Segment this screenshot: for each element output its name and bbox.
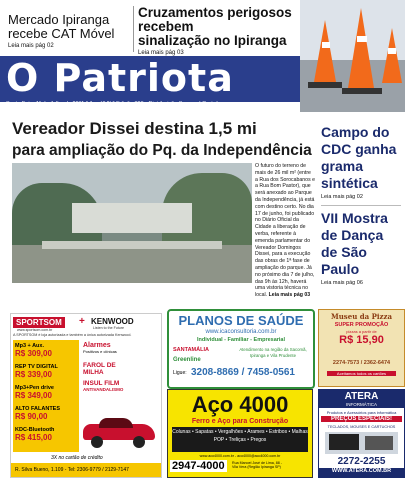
atera-line1: Produtos e Acessórios para informática [326,410,397,415]
planos-site: www.icaconsultoria.com.br [205,329,277,335]
traffic-cones-photo [300,0,405,112]
greenline-logo: Greenline [173,357,201,363]
main-story-photo [12,163,252,283]
kenwood-logo: KENWOOD [91,317,134,326]
planos-saude-ad[interactable] [167,309,315,389]
aco-phone: 2947-4000 [172,460,225,472]
museu-pizza-ad[interactable] [318,309,405,387]
planos-call: Ligue: [173,370,187,376]
aco-subtitle: Ferro e Aço para Construção [191,418,289,425]
sportsom-ad[interactable] [10,313,162,478]
teaser-left-title-1: Mercado Ipiranga [8,12,110,27]
teaser-right-title-2: sinalização no Ipiranga [138,33,287,48]
sportsom-intro: A SPORTSOM é loja autorizada e também a única autorizada Kenwood. [13,333,132,337]
main-story-body [255,163,315,299]
side-divider [321,205,401,206]
service-insulfilm: INSUL FILM [83,380,120,387]
service-farol: FAROL DE MILHA [83,362,116,376]
sportsom-site: www.sportsom.com.br [17,328,53,332]
services-list [83,342,143,392]
pizza-promo-sub: pizzas a partir de [346,329,377,334]
product-item: ALTO FALANTES R$ 90,00 [15,406,61,421]
main-headline-line-2: para ampliação do Pq. da Independência [12,142,312,159]
pizza-card: Aceitamos todos os cartões [327,371,396,376]
planos-title: PLANOS DE SAÚDE [178,313,304,328]
sportsom-logo: SPORTSOM [13,317,65,328]
planos-tagline: Atendimento na região da Sacomã, Ipiranga e Vila Prudente [239,347,307,358]
atera-line3: TECLADOS, MOUSES E CARTUCHOS [327,425,396,429]
teaser-right-page: Leia mais pág 03 [138,50,184,56]
service-sub: Positivos e clínicas [83,349,117,354]
teaser-divider [133,6,134,52]
santamalia-logo: SANTAMÁLIA [173,347,209,353]
side-story-1[interactable] [321,124,401,200]
pizza-price: R$ 15,90 [339,334,384,346]
service-alarmes: Alarmes [83,342,111,349]
address-text: R. Silva Bueno, 1.109 - Tel: 2306-9779 / 2129-7147 [15,467,129,473]
side-story-2-title: VII Mostra de Dança de São Paulo [321,210,388,277]
teaser-right-title-1: Cruzamentos perigosos recebem [138,5,292,34]
pizza-promo: SUPER PROMOÇÃO [334,322,389,328]
pizza-phones: 2274-7573 / 2362-6474 [332,360,391,366]
main-story-text: O futuro do terreno de mais de 26 mil m² (entre a Rua dos Sorocabanos e a Rua Bom Pastor), que será anexado ao Parque da Independência, já está com destino certo. No dia 17 de junho, foi publicado no Diário Oficial da Cidade a liberação de verba, referente à emenda parlamentar do Vereador Domingos Dissei, para a execução das obras de 1ª fase de ampliação do parque. Já no próximo dia 7 de julho, das 9h às 12h, haverá uma vistoria técnica no local. [255,163,315,299]
side-story-1-page: Leia mais pág 02 [321,194,363,200]
side-story-1-title: Campo do CDC ganha grama sintética [321,124,397,191]
aco-title: Aço 4000 [191,392,289,417]
aco-site: www.aco4000.com.br - aco4000@aco4000.com.br [199,454,281,458]
atera-site: WWW.ATERA.COM.BR [319,468,404,477]
atera-ad[interactable] [318,389,405,478]
planos-phones: 3208-8869 / 7458-0561 [191,367,295,378]
planos-subtitle: Individual - Familiar - Empresarial [196,337,286,343]
teaser-left-page: Leia mais pág 02 [8,43,54,49]
atera-name: ATERA [344,391,379,402]
aco-address: Rua Manoel José de Lima, 88 - Vila Vera (Região Ipiranga SP) [232,461,282,469]
plus-sign: + [79,316,85,327]
atera-subtitle: INFORMÁTICA [346,402,377,407]
side-story-2-page: Leia mais pág 06 [321,280,363,286]
computer-image [325,432,398,454]
masthead-title: O Patriota [6,56,234,100]
atera-line2: PREÇOS ESPECIAIS! [321,416,402,422]
red-car-image [79,414,159,448]
aco-products: Colunas • Sapatas • Vergalhões • Arames • Estribos • Malhas POP • Treliças • Pregos [172,427,308,452]
product-item: KDC-Bluetooth R$ 415,00 [15,427,55,442]
main-headline[interactable] [12,118,314,162]
address-bar [11,463,161,477]
product-item: Mp3 + Aux. R$ 309,00 [15,343,52,358]
product-list [15,343,77,448]
teaser-left[interactable] [8,13,136,49]
product-item: REP TV DIGITAL R$ 339,00 [15,364,58,379]
product-item: Mp3+Pen drive R$ 349,00 [15,385,54,400]
atera-phone: 2272-2255 [337,456,386,467]
pizza-title: Museu da Pizza [330,312,393,321]
credit-text: 3X no cartão de crédito [51,455,103,461]
kenwood-tag: Listen to the Future [93,326,124,330]
teaser-left-title-2: recebe CAT Móvel [8,26,115,41]
aco-4000-ad[interactable] [167,389,313,478]
side-story-2[interactable] [321,210,401,286]
masthead-info: Sexta-Feira 1º de Julho de 2011 * Ano XVII * Edição 806 - Distribuição Semanal Gratuita [6,101,222,107]
main-story-read-more[interactable]: Leia mais pág 03 [268,292,311,299]
teaser-right[interactable] [138,6,308,56]
service-antivandalismo: ANTIVANDALISMO [83,387,124,392]
main-headline-line-1: Vereador Dissei destina 1,5 mi [12,119,257,138]
